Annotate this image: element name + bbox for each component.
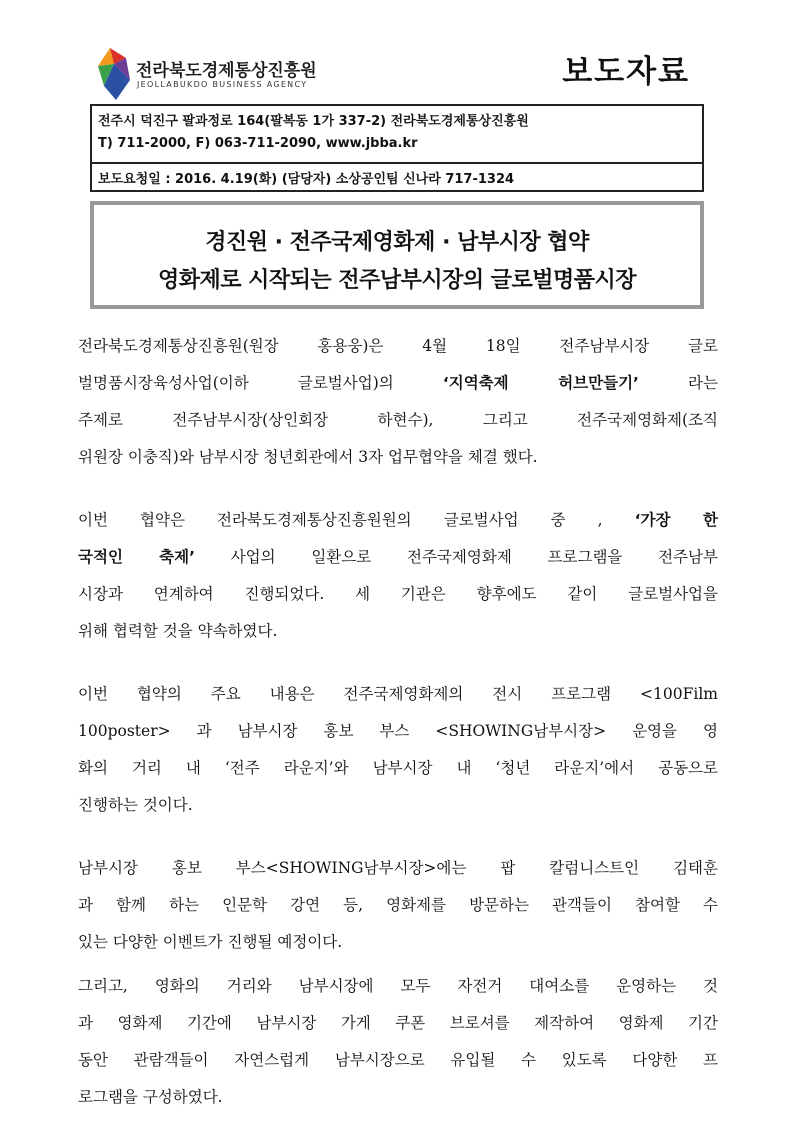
text-segment: 라는 (638, 374, 718, 392)
body-paragraph-5 (78, 968, 718, 1116)
agency-name-english: JEOLLABUKDO BUSINESS AGENCY (137, 80, 308, 89)
text-segment: 사업의 일환으로 전주국제영화제 프로그램을 전주남부 (194, 548, 719, 566)
paragraph-line: 이번 협약의 주요 내용은 전주국제영화제의 전시 프로그램 <100Film (78, 685, 718, 703)
paragraph-line: 그리고, 영화의 거리와 남부시장에 모두 자전거 대여소를 운영하는 것 (78, 977, 718, 995)
document-type-heading: 보도자료 (562, 54, 690, 90)
paragraph-line: 위원장 이충직)와 남부시장 청년회관에서 3자 업무협약을 체결 했다. (78, 448, 538, 466)
text-segment: 이번 협약은 전라북도경제통상진흥원원의 글로벌사업 중 , (78, 511, 635, 529)
release-request-line: 보도요청일 : 2016. 4.19(화) (담당자) 소상공인팀 신나라 717-1324 (98, 172, 515, 187)
info-divider (92, 162, 702, 164)
paragraph-line: 로그램을 구성하였다. (78, 1088, 223, 1106)
paragraph-line: 위해 협력할 것을 약속하였다. (78, 622, 278, 640)
paragraph-line (78, 365, 718, 402)
paragraph-line: 과 함께 하는 인문학 강연 등, 영화제를 방문하는 관객들이 참여할 수 (78, 896, 718, 914)
body-paragraph-3 (78, 676, 718, 824)
headline: 경진원 · 전주국제영화제 · 남부시장 협약 (205, 230, 589, 255)
paragraph-line: 진행하는 것이다. (78, 796, 193, 814)
paragraph-line: 주제로 전주남부시장(상인회장 하현수), 그리고 전주국제영화제(조직 (78, 411, 718, 429)
paragraph-line: 있는 다양한 이벤트가 진행될 예정이다. (78, 933, 343, 951)
paragraph-line: 100poster> 과 남부시장 홍보 부스 <SHOWING남부시장> 운영을 영 (78, 722, 718, 740)
paragraph-line: 과 영화제 기간에 남부시장 가게 쿠폰 브로셔를 제작하여 영화제 기간 (78, 1014, 718, 1032)
paragraph-line: 시장과 연계하여 진행되었다. 세 기관은 향후에도 같이 글로벌사업을 (78, 585, 718, 603)
subheadline: 영화제로 시작되는 전주남부시장의 글로벌명품시장 (157, 268, 637, 293)
paragraph-line: 전라북도경제통상진흥원(원장 홍용웅)은 4월 18일 전주남부시장 글로 (78, 337, 718, 355)
paragraph-line: 남부시장 홍보 부스<SHOWING남부시장>에는 팝 칼럼니스트인 김태훈 (78, 859, 718, 877)
body-paragraph-4 (78, 850, 718, 961)
emphasis-text: ‘가장 한 (634, 511, 718, 529)
body-paragraph-2 (78, 502, 718, 650)
paragraph-line (78, 539, 718, 576)
paragraph-line: 동안 관람객들이 자연스럽게 남부시장으로 유입될 수 있도록 다양한 프 (78, 1051, 718, 1069)
contact-line: T) 711-2000, F) 063-711-2090, www.jbba.kr (98, 136, 418, 151)
contact-info-box (90, 104, 704, 192)
agency-logo (96, 46, 356, 106)
text-segment: 벌명품시장육성사업(이하 글로벌사업)의 (78, 374, 443, 392)
jbba-logo-icon (96, 46, 132, 102)
address-line: 전주시 덕진구 팔과정로 164(팔복동 1가 337-2) 전라북도경제통상진흥원 (98, 114, 529, 129)
paragraph-line (78, 502, 718, 539)
agency-name: 전라북도경제통상진흥원 (136, 61, 317, 81)
paragraph-line: 화의 거리 내 ‘전주 라운지’와 남부시장 내 ‘청년 라운지’에서 공동으로 (78, 759, 718, 777)
body-paragraph-1 (78, 328, 718, 476)
headline-box (90, 201, 704, 309)
emphasis-text: 국적인 축제’ (78, 548, 195, 566)
emphasis-text: ‘지역축제 허브만들기’ (442, 374, 639, 392)
